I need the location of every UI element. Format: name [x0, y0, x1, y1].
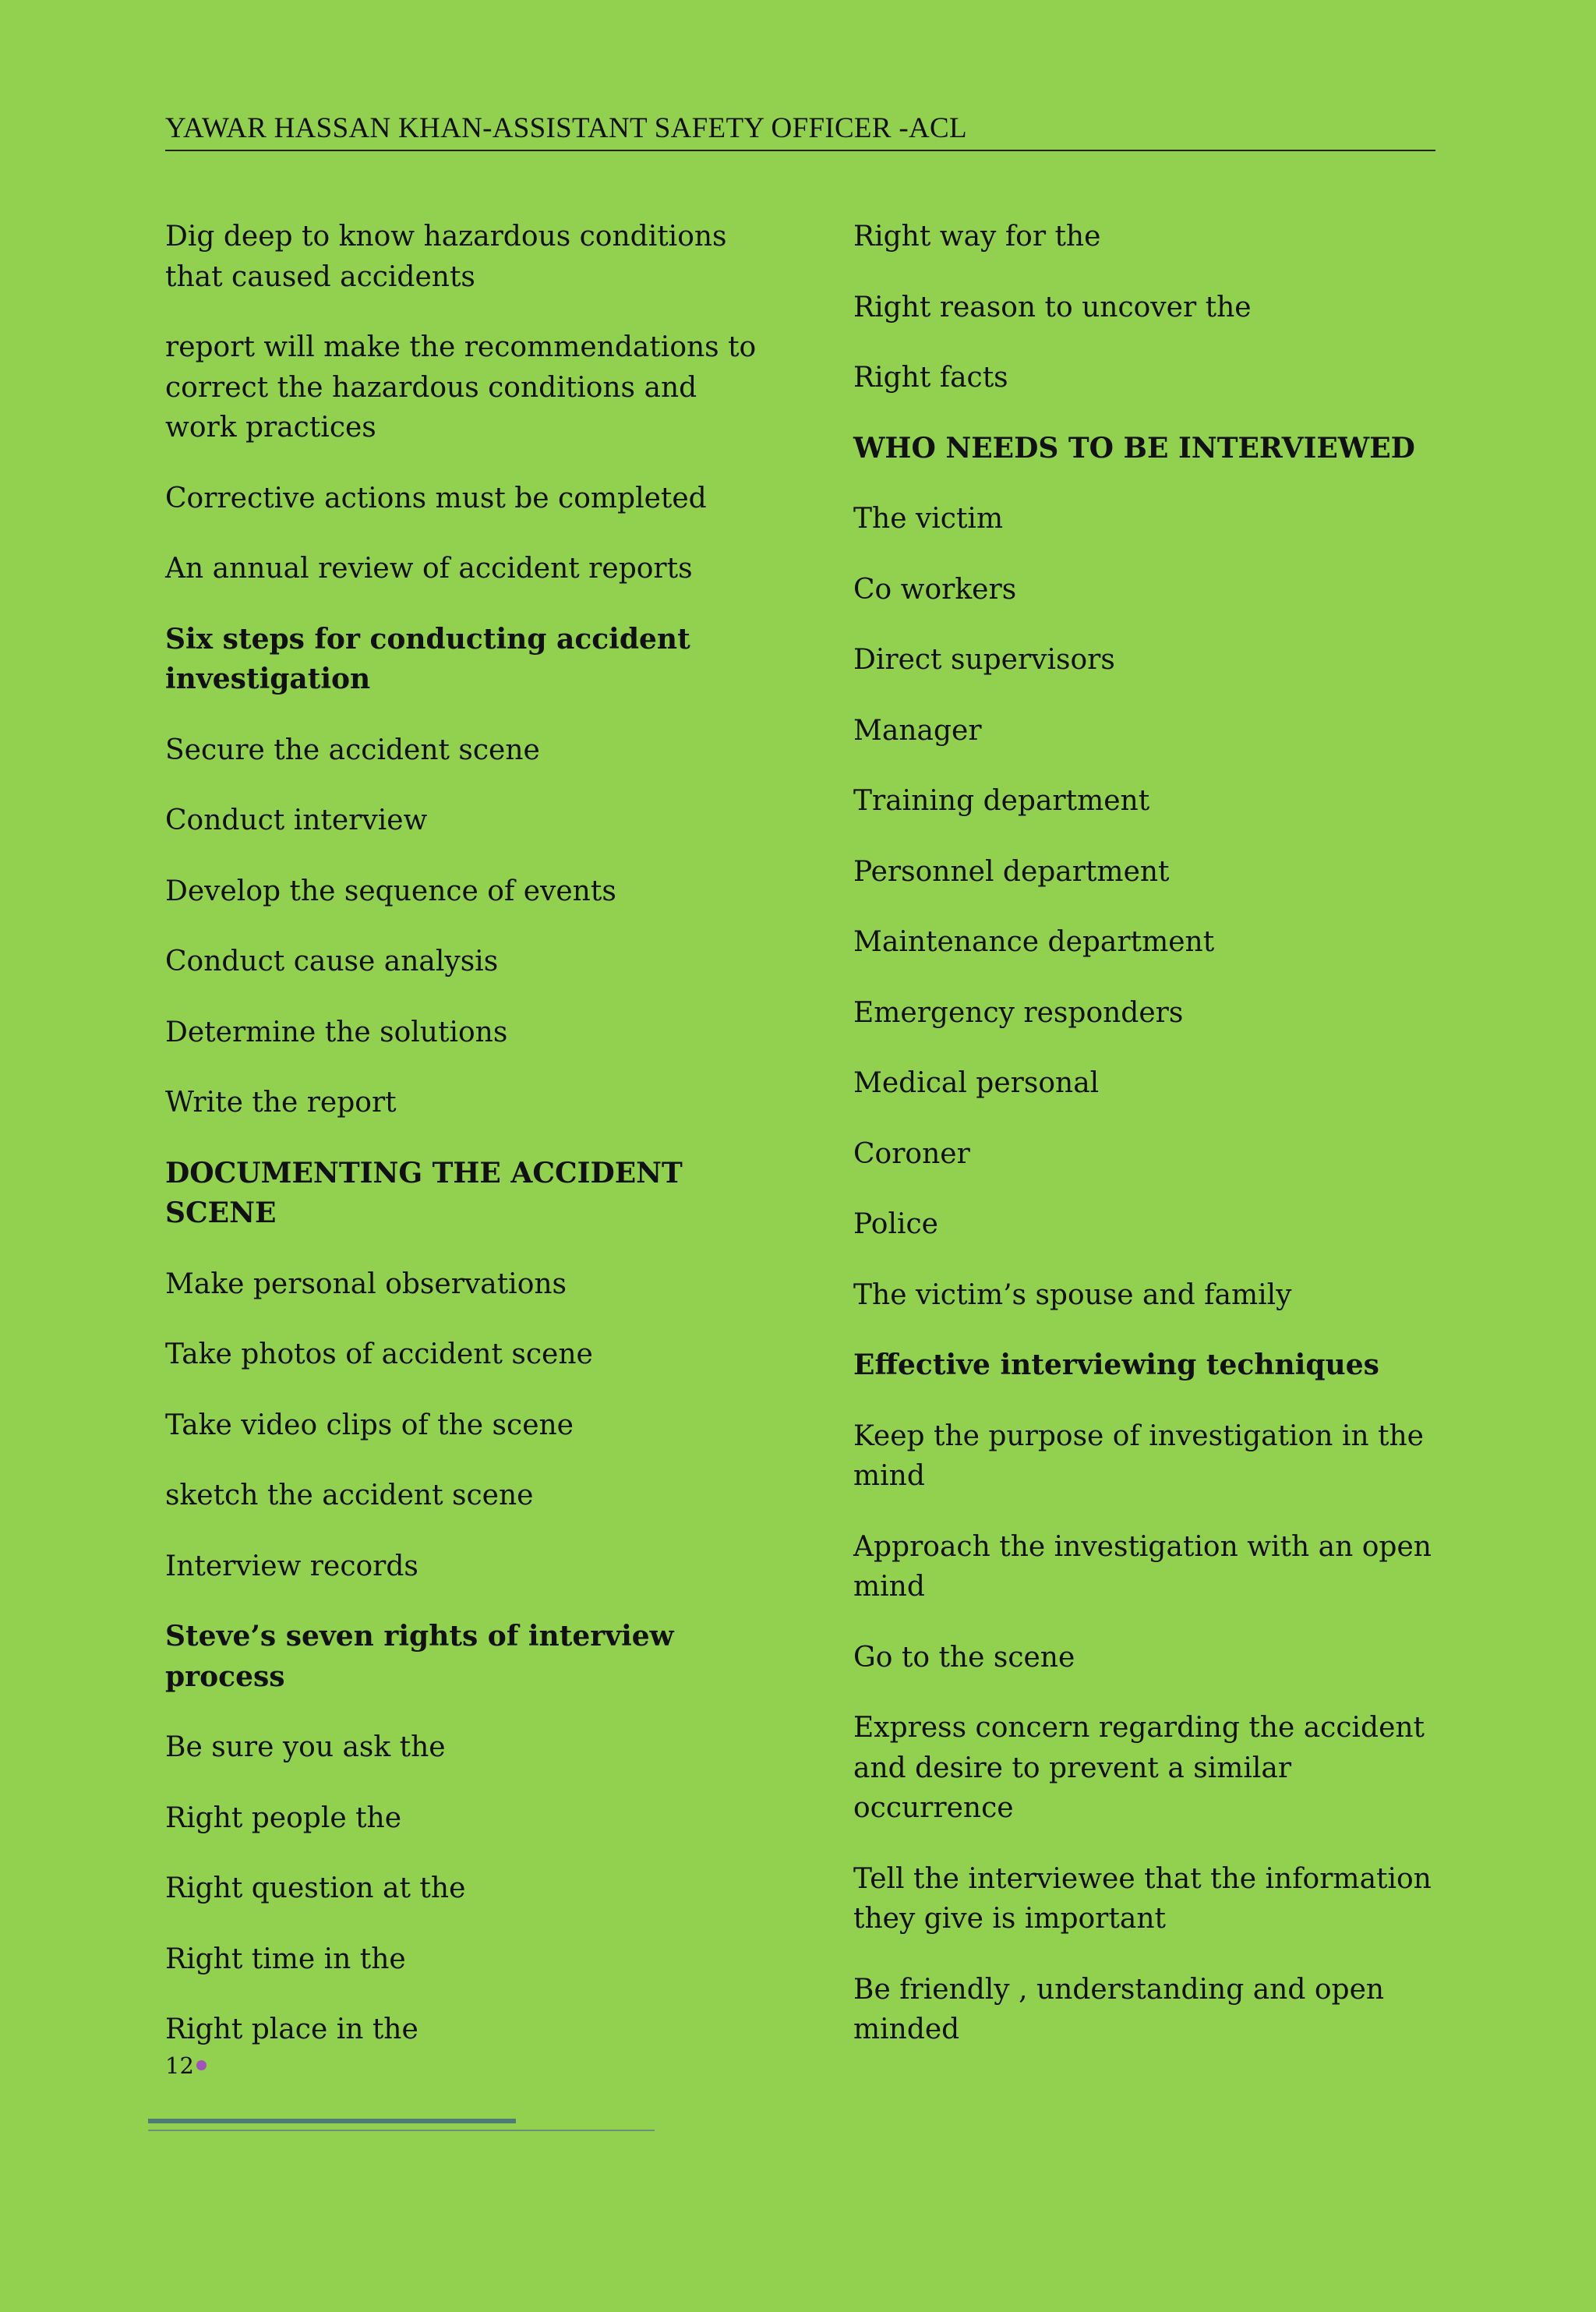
- footer-rule-thin: [148, 2130, 655, 2131]
- list-item: Co workers: [853, 573, 1017, 606]
- section-heading: Six steps for conducting accident investigation: [165, 622, 690, 695]
- section-heading: WHO NEEDS TO BE INTERVIEWED: [853, 431, 1415, 465]
- list-item: Direct supervisors: [853, 644, 1115, 676]
- list-item: Training department: [853, 785, 1150, 817]
- page-number-dot-icon: [196, 2060, 207, 2070]
- left-column: [165, 217, 757, 2080]
- list-item: Personnel department: [853, 855, 1170, 888]
- list-item: Manager: [853, 714, 982, 747]
- list-item: Right place in the: [165, 2013, 418, 2045]
- section-heading: Effective interviewing techniques: [853, 1349, 1379, 1381]
- list-item: Secure the accident scene: [165, 734, 540, 766]
- list-item: Right time in the: [165, 1943, 406, 1975]
- list-item: Conduct cause analysis: [165, 946, 499, 977]
- list-item: Coroner: [853, 1137, 970, 1170]
- list-item: Keep the purpose of investigation in the mind: [853, 1419, 1424, 1492]
- list-item: Right facts: [853, 362, 1008, 394]
- section-heading: Steve’s seven rights of interview process: [165, 1620, 674, 1693]
- list-item: Make personal observations: [165, 1267, 567, 1300]
- list-item: Write the report: [165, 1087, 397, 1119]
- list-item: Interview records: [165, 1550, 418, 1582]
- list-item: Right question at the: [165, 1872, 466, 1904]
- list-item: Express concern regarding the accident and desire to prevent a similar occurrence: [853, 1712, 1425, 1824]
- page-number: [165, 2050, 207, 2081]
- right-column: [853, 217, 1446, 2080]
- list-item: Approach the investigation with an open mind: [853, 1530, 1432, 1603]
- list-item: Right people the: [165, 1801, 402, 1834]
- list-item: Go to the scene: [853, 1641, 1075, 1674]
- list-item: Right reason to uncover the: [853, 291, 1252, 323]
- list-item: The victim: [853, 503, 1004, 535]
- list-item: Corrective actions must be completed: [165, 482, 707, 514]
- list-item: Take video clips of the scene: [165, 1409, 574, 1441]
- list-item: Determine the solutions: [165, 1016, 508, 1048]
- list-item: An annual review of accident reports: [165, 553, 693, 585]
- list-item: Develop the sequence of events: [165, 875, 616, 907]
- list-item: Be sure you ask the: [165, 1731, 446, 1763]
- list-item: Maintenance department: [853, 926, 1215, 958]
- list-item: report will make the recommendations to correct the hazardous conditions and work practices: [165, 331, 757, 444]
- section-heading: DOCUMENTING THE ACCIDENT SCENE: [165, 1156, 683, 1229]
- list-item: Medical personal: [853, 1067, 1100, 1099]
- list-item: Emergency responders: [853, 996, 1184, 1029]
- list-item: Conduct interview: [165, 804, 428, 836]
- list-item: Dig deep to know hazardous conditions that caused accidents: [165, 221, 727, 293]
- header-title: YAWAR HASSAN KHAN-ASSISTANT SAFETY OFFICER -ACL: [165, 112, 967, 144]
- page-number-text: 12: [165, 2052, 194, 2079]
- list-item: Take photos of accident scene: [165, 1338, 593, 1370]
- list-item: sketch the accident scene: [165, 1479, 534, 1511]
- list-item: Police: [853, 1208, 938, 1240]
- list-item: Be friendly , understanding and open minded: [853, 1973, 1385, 2045]
- list-item: The victim’s spouse and family: [853, 1278, 1292, 1311]
- list-item: Tell the interviewee that the information they give is important: [853, 1862, 1432, 1935]
- footer-rule-thick: [148, 2119, 516, 2123]
- page-header: [165, 108, 1435, 151]
- list-item: Right way for the: [853, 221, 1101, 253]
